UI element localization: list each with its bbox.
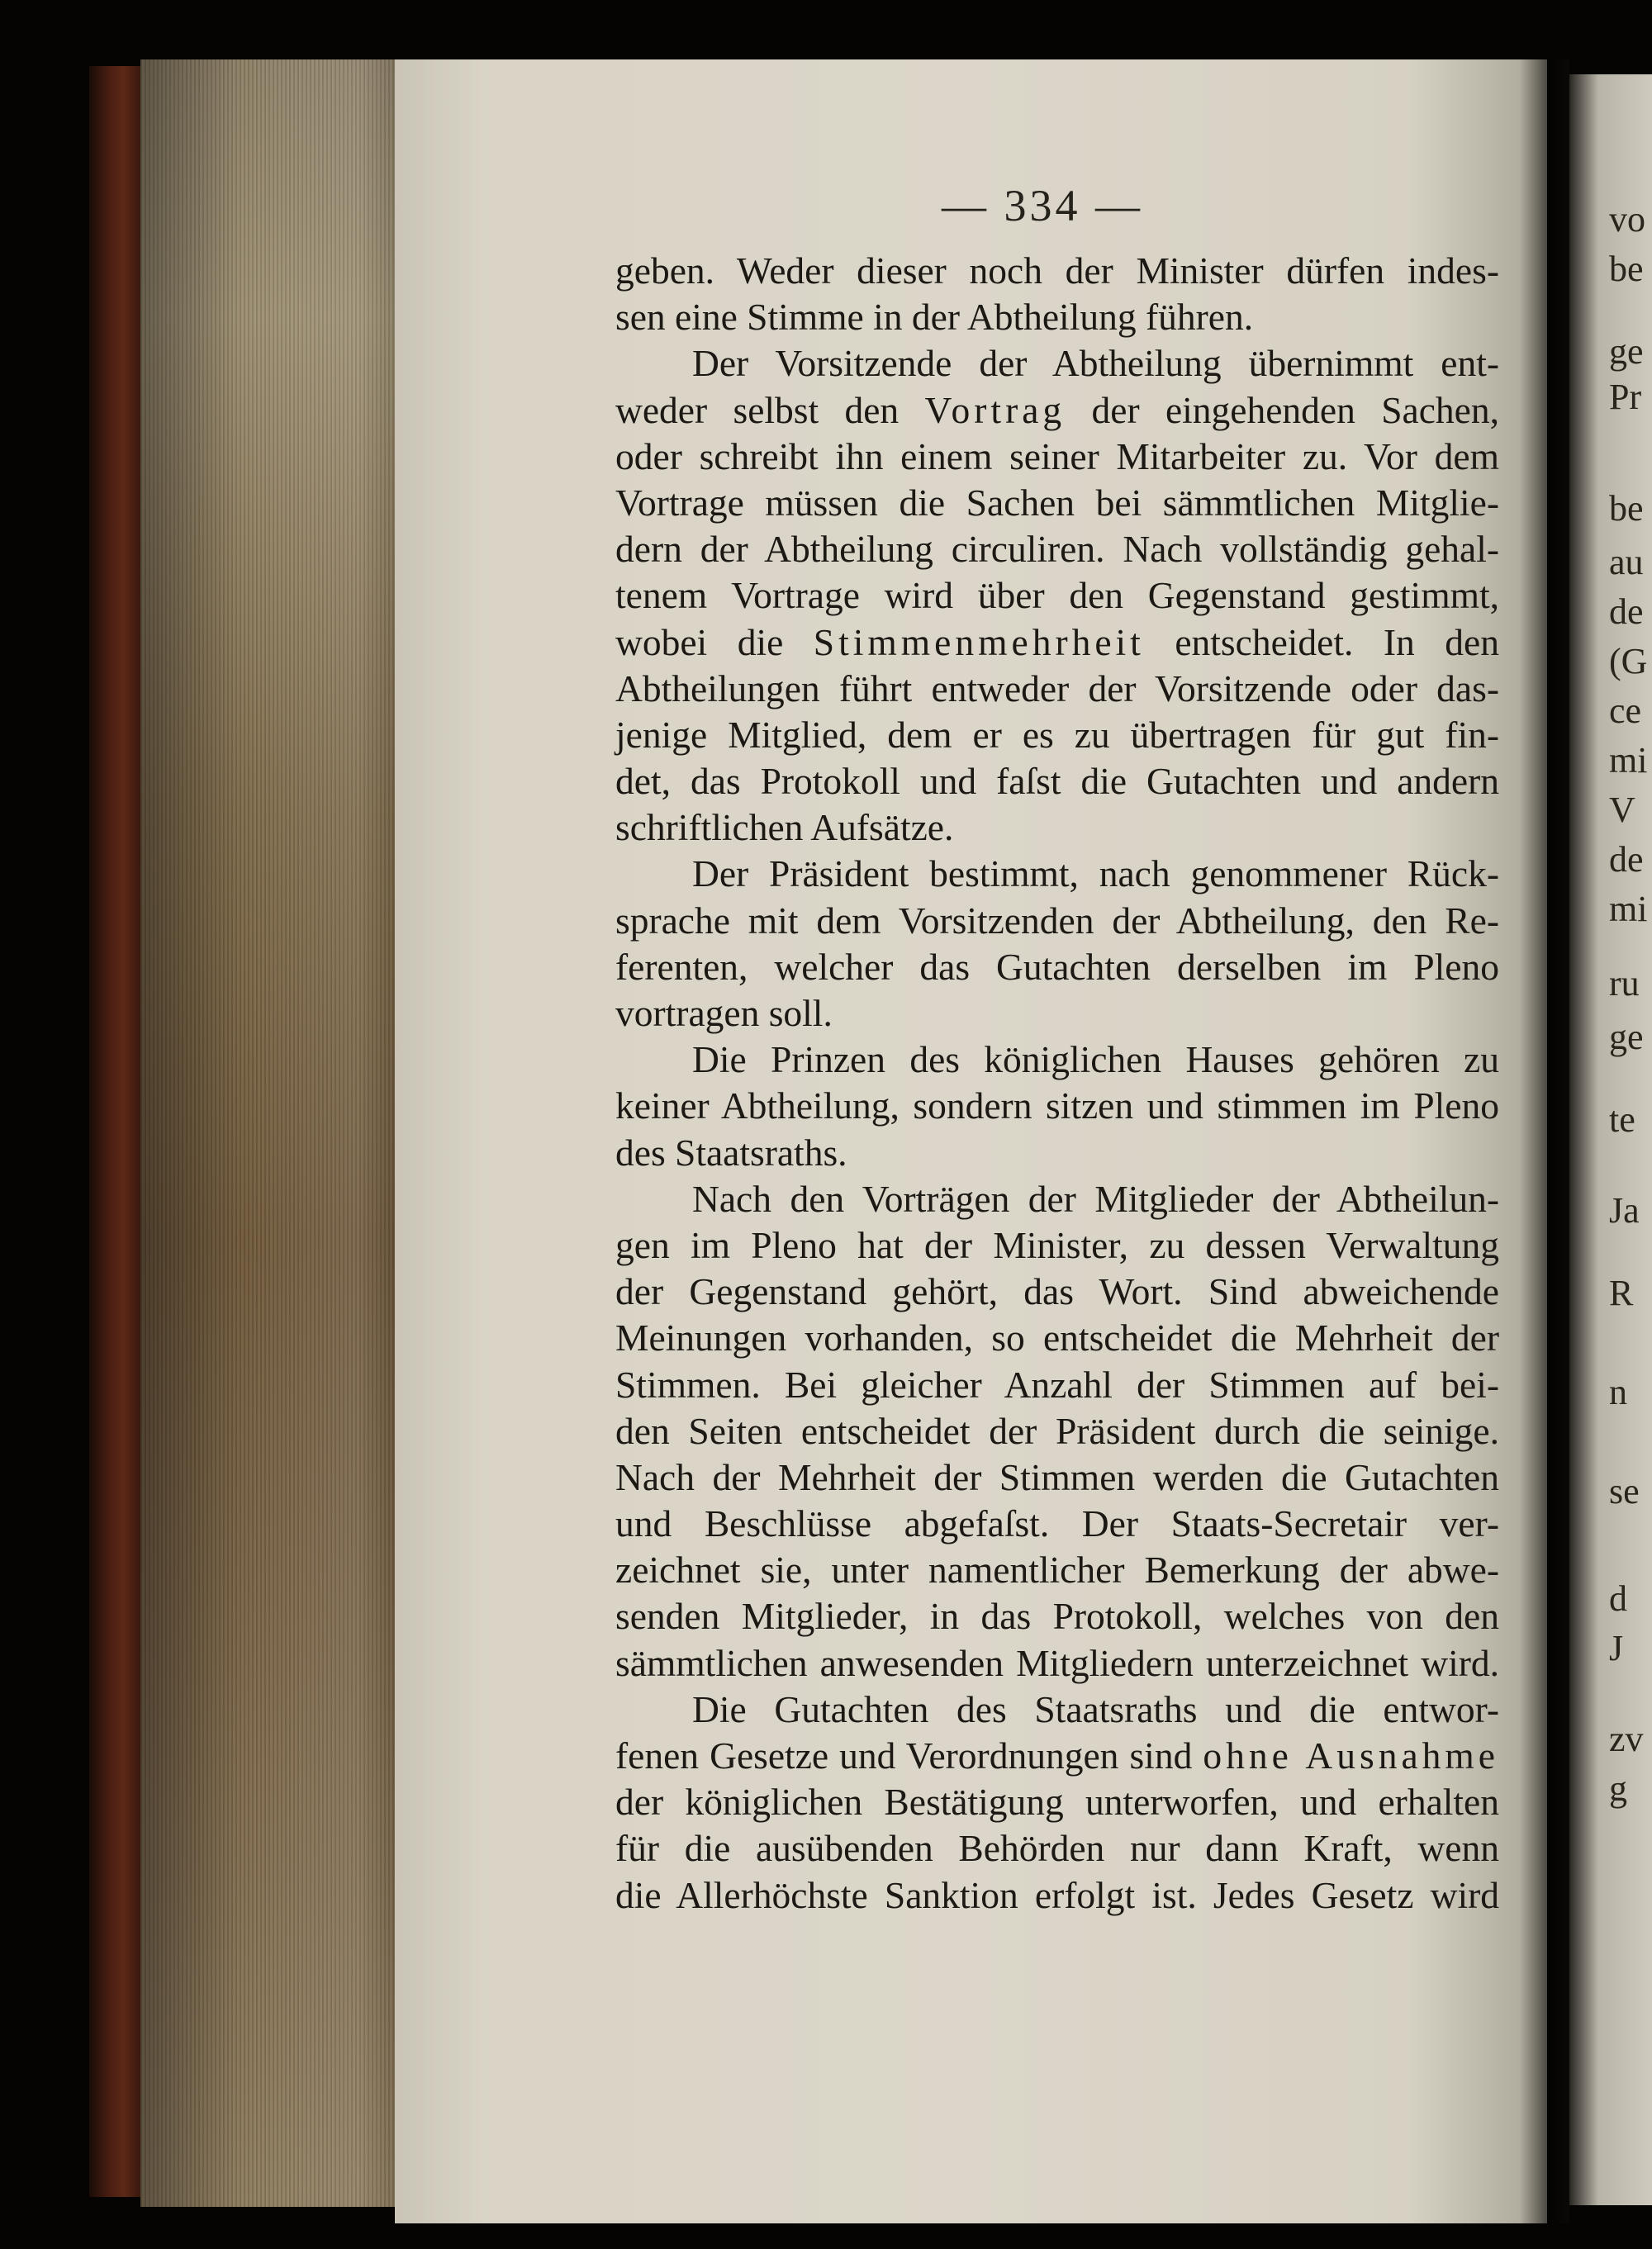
text-line: det, das Protokoll und faſst die Gutachten und andern [615, 760, 1499, 803]
facing-page-fragment: zv [1609, 1719, 1644, 1759]
text-line: die Allerhöchste Sanktion erfolgt ist. Jedes Gesetz wird [615, 1873, 1499, 1916]
text-line: der königlichen Bestätigung unterworfen, und erhalten [615, 1781, 1499, 1824]
spaced-emphasis: Stimmenmehrheit [813, 620, 1145, 663]
facing-page-fragment: ru [1609, 963, 1640, 1004]
facing-page-fragment: de [1609, 839, 1644, 880]
text-line: für die ausübenden Behörden nur dann Kraft, wenn [615, 1827, 1499, 1870]
text-line: keiner Abtheilung, sondern sitzen und stimmen im Pleno [615, 1084, 1499, 1127]
facing-page-fragment: g [1609, 1768, 1627, 1809]
text-fragment: wobei die [615, 620, 814, 663]
text-fragment: entscheidet. In den [1144, 620, 1499, 663]
facing-page-fragment: V [1609, 790, 1635, 830]
facing-page-fragment: be [1609, 249, 1644, 289]
text-line: Die Gutachten des Staatsraths und die entwor- [692, 1687, 1499, 1730]
text-line: Der Vorsitzende der Abtheilung übernimmt ent- [692, 342, 1499, 385]
page-number: — 334 — [942, 181, 1143, 230]
text-line: des Staatsraths. [615, 1131, 847, 1174]
text-line: tenem Vortrage wird über den Gegenstand gestimmt, [615, 574, 1499, 617]
text-line: zeichnet sie, unter namentlicher Bemerkung der abwe- [615, 1549, 1499, 1592]
facing-page-fragment: J [1609, 1628, 1624, 1668]
facing-page-fragment: Pr [1609, 377, 1642, 417]
facing-page-fragment: be [1609, 488, 1644, 529]
text-line: Vortrage müssen die Sachen bei sämmtlichen Mitglie- [615, 481, 1499, 524]
text-line [615, 619, 1499, 666]
facing-page-fragment: de [1609, 591, 1644, 632]
text-line: Nach der Mehrheit der Stimmen werden die Gutachten [615, 1455, 1499, 1498]
text-line: geben. Weder dieser noch der Minister dürfen indes- [615, 249, 1499, 292]
facing-page-fragment: ge [1609, 1017, 1644, 1057]
facing-page-fragment: (G [1609, 641, 1648, 681]
spaced-emphasis: ohne Ausnahme [1203, 1734, 1499, 1777]
text-fragment: weder selbst den [615, 388, 925, 431]
text-line: sämmtlichen anwesenden Mitgliedern unterzeichnet wird. [615, 1641, 1499, 1684]
facing-page-fragment: Ja [1609, 1190, 1640, 1231]
facing-page-fragment: se [1609, 1471, 1640, 1511]
facing-page-fragment: d [1609, 1578, 1627, 1619]
text-line: Die Prinzen des königlichen Hauses gehören zu [692, 1038, 1499, 1081]
text-line: vortragen soll. [615, 992, 833, 1034]
text-line: Abtheilungen führt entweder der Vorsitzende oder das- [615, 667, 1499, 709]
text-line: gen im Pleno hat der Minister, zu dessen Verwaltung [615, 1223, 1499, 1266]
page-text [615, 248, 1499, 1919]
text-line: dern der Abtheilung circuliren. Nach vollständig gehal- [615, 528, 1499, 571]
text-line: jenige Mitglied, dem er es zu übertragen für gut fin- [615, 713, 1499, 756]
facing-page-fragment: R [1609, 1273, 1634, 1313]
text-fragment: fenen Gesetze und Verordnungen sind [615, 1734, 1203, 1777]
text-line: Nach den Vorträgen der Mitglieder der Abtheilun- [692, 1177, 1499, 1220]
facing-page-fragment: n [1609, 1372, 1627, 1412]
text-line: Stimmen. Bei gleicher Anzahl der Stimmen auf bei- [615, 1363, 1499, 1406]
facing-page-fragment: ge [1609, 331, 1644, 372]
text-line [615, 387, 1499, 434]
text-line [615, 1733, 1499, 1779]
facing-page-fragment: te [1609, 1099, 1635, 1140]
text-line: Meinungen vorhanden, so entscheidet die Mehrheit der [615, 1317, 1499, 1359]
text-line: oder schreibt ihn einem seiner Mitarbeiter zu. Vor dem [615, 434, 1499, 477]
text-line: senden Mitglieder, in das Protokoll, welches von den [615, 1595, 1499, 1638]
text-line: sprache mit dem Vorsitzenden der Abtheilung, den Re- [615, 899, 1499, 942]
spaced-emphasis: Vortrag [924, 388, 1066, 431]
text-line: den Seiten entscheidet der Präsident durch die seinige. [615, 1409, 1499, 1452]
text-line: und Beschlüsse abgefaſst. Der Staats-Secretair ver- [615, 1502, 1499, 1545]
gutter-shadow [1520, 59, 1569, 2223]
facing-page [1569, 74, 1652, 2205]
book-cover-edge [89, 66, 147, 2197]
facing-page-fragment: vo [1609, 199, 1645, 240]
text-line: ferenten, welcher das Gutachten derselben im Pleno [615, 945, 1499, 988]
facing-page-fragment: mi [1609, 740, 1648, 781]
facing-page-fragment: ce [1609, 690, 1642, 731]
text-line: Der Präsident bestimmt, nach genommener Rück- [692, 852, 1499, 895]
text-line: sen eine Stimme in der Abtheilung führen. [615, 296, 1254, 339]
facing-page-fragment: mi [1609, 889, 1648, 929]
facing-page-fragment: au [1609, 542, 1644, 582]
page-block-shading [140, 59, 396, 2207]
text-fragment: der eingehenden Sachen, [1066, 388, 1499, 431]
text-line: schriftlichen Aufsätze. [615, 806, 954, 849]
text-line: der Gegenstand gehört, das Wort. Sind abweichende [615, 1270, 1499, 1313]
